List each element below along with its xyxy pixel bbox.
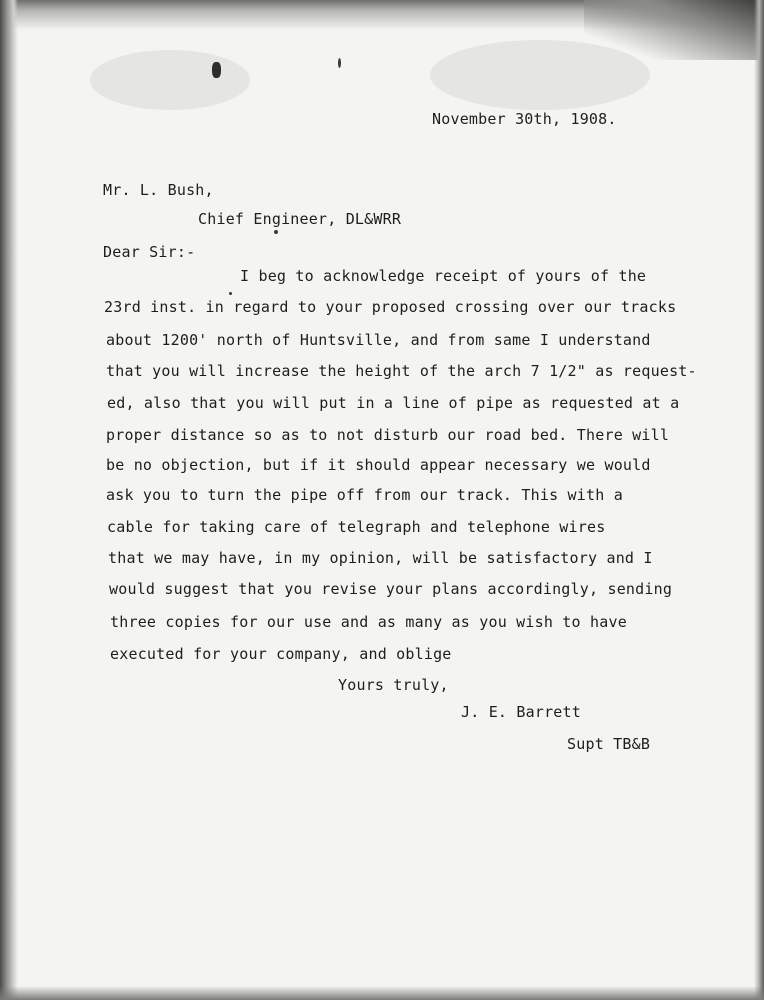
letter-date: November 30th, 1908. xyxy=(432,110,617,128)
body-line: 23rd inst. in regard to your proposed crossing over our tracks xyxy=(104,298,677,316)
body-line: three copies for our use and as many as you wish to have xyxy=(110,613,627,631)
paper-stain xyxy=(90,50,250,110)
ink-speck xyxy=(229,292,232,295)
signer-name: J. E. Barrett xyxy=(461,703,581,721)
body-line: I beg to acknowledge receipt of yours of the xyxy=(240,267,647,285)
salutation: Dear Sir:- xyxy=(103,243,196,261)
recipient-title: Chief Engineer, DL&WRR xyxy=(198,210,402,228)
body-line: ed, also that you will put in a line of pipe as requested at a xyxy=(107,394,680,412)
paper-stain xyxy=(430,40,650,110)
body-line: that we may have, in my opinion, will be satisfactory and I xyxy=(108,549,653,567)
punch-hole-mark xyxy=(212,62,221,78)
body-line: about 1200' north of Huntsville, and from same I understand xyxy=(106,331,651,349)
body-line: would suggest that you revise your plans accordingly, sending xyxy=(109,580,673,598)
body-line: ask you to turn the pipe off from our track. This with a xyxy=(106,486,623,504)
paper-edge-left xyxy=(0,0,18,1000)
paper-edge-right xyxy=(754,0,764,1000)
recipient-name: Mr. L. Bush, xyxy=(103,181,214,199)
ink-speck xyxy=(274,230,278,234)
ink-speck xyxy=(338,58,341,68)
signer-title: Supt TB&B xyxy=(567,735,651,753)
body-line: executed for your company, and oblige xyxy=(110,645,452,663)
body-line: proper distance so as to not disturb our road bed. There will xyxy=(106,426,670,444)
paper-edge-bottom xyxy=(0,986,764,1000)
body-line: be no objection, but if it should appear necessary we would xyxy=(106,456,651,474)
body-line: cable for taking care of telegraph and telephone wires xyxy=(107,518,606,536)
closing: Yours truly, xyxy=(338,676,449,694)
body-line: that you will increase the height of the arch 7 1/2" as request- xyxy=(106,362,697,380)
